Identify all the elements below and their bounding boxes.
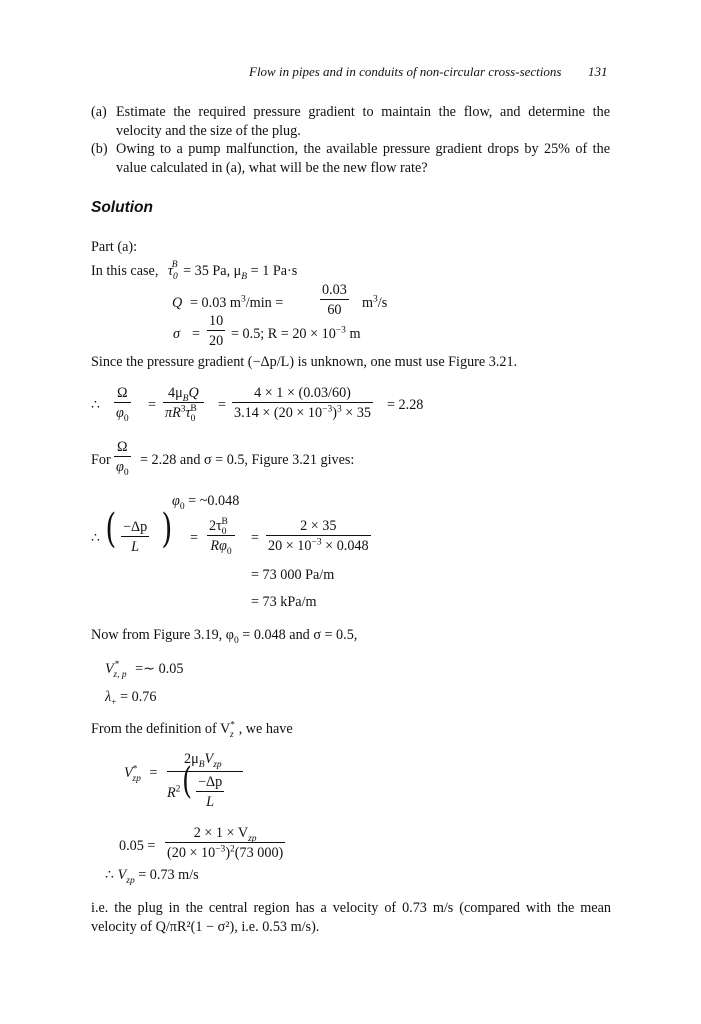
part-a-label: Part (a): — [91, 239, 138, 255]
sigma-rest — [231, 327, 361, 341]
pressure-mid-den: $R\varphi_0$ — [207, 535, 235, 553]
q-lhs-text2: /min = — [245, 295, 284, 311]
question-a — [91, 103, 611, 141]
givens-line: In this case, $\tau_0^B = 35$ Pa, $\mu_B = 1$ Pa·s — [91, 260, 298, 282]
pressure-lhs — [121, 520, 149, 554]
for-fraction — [114, 439, 131, 479]
vz-value: =∼ 0.05 — [135, 661, 184, 677]
q-unit: $m^3/s$ — [362, 294, 388, 311]
ratio-rhs — [232, 386, 373, 420]
running-title: Flow in pipes and in conduits of non-circular cross-sections — [249, 64, 562, 79]
ratio-lhs — [114, 385, 131, 425]
def-dp-fraction — [196, 775, 224, 809]
in-this-case: In this case, — [91, 263, 159, 279]
sigma-unit: m — [345, 326, 361, 342]
therefore-2: ∴ — [91, 530, 101, 546]
tau-value: = 35 Pa, μ — [183, 263, 242, 279]
phi0-value: = ~0.048 — [188, 493, 240, 509]
for-rest: = 2.28 and σ = 0.5, Figure 3.21 gives: — [140, 452, 355, 468]
ratio-rhs-den: $3.14 \times (20 \times 10^{-3})^3 \times 35$ — [232, 402, 373, 420]
def-frac-line — [167, 771, 243, 772]
pressure-mid — [207, 517, 235, 558]
vzp-result: = 0.73 m/s — [138, 867, 199, 883]
sigma-exp: −3 — [335, 325, 346, 336]
tau-symbol: $\tau_0^B$ — [167, 260, 178, 282]
lambda-value: = 0.76 — [120, 689, 157, 705]
q-lhs-text: = 0.03 m — [190, 295, 241, 311]
def-dp: −Δp — [196, 775, 224, 792]
pressure-rhs-den: $20 \times 10^{-3} \times 0.048$ — [266, 535, 371, 553]
solution-heading: Solution — [91, 199, 153, 216]
question-b — [91, 140, 611, 178]
ratio-mid-den: $\pi R^3\tau_0^B$ — [163, 402, 204, 420]
num-eq-fraction — [165, 826, 285, 860]
eq-sign: = — [251, 530, 260, 546]
omega: Ω — [117, 385, 128, 401]
q-unit-text2: /s — [377, 295, 388, 311]
eq-sign: = — [148, 397, 157, 413]
for-prefix: For — [91, 452, 111, 468]
question-label: (b) — [91, 141, 108, 157]
def-L: L — [206, 794, 215, 811]
q-equation: = 0.03 $m^3/\min$ = — [190, 294, 284, 311]
pressure-rhs-num: 2 × 35 — [300, 518, 337, 534]
right-paren: ) — [161, 506, 173, 552]
sigma-eq: = — [192, 326, 201, 342]
left-paren: ( — [105, 506, 117, 552]
num-eq-lhs: 0.05 = — [119, 838, 156, 854]
num-eq-num: $2 \times 1 \times V_{zp}$ — [193, 825, 257, 844]
omega: Ω — [117, 439, 128, 455]
ratio-result: = 2.28 — [387, 397, 424, 413]
vz-line: $V^*_{z, p}$ =∼ 0.05 — [105, 660, 184, 680]
q-unit-text: m — [362, 295, 374, 311]
sigma-rest-text: = 0.5; R = 20 × 10 — [231, 326, 336, 342]
sentence-definition: From the definition of $V^*_z$ , we have — [91, 720, 293, 740]
eq-sign: = — [190, 530, 199, 546]
sentence-pressure-unknown: Since the pressure gradient (−Δp/L) is unknown, one must use Figure 3.21. — [91, 354, 518, 370]
sigma-num: 10 — [209, 313, 224, 329]
question-label: (a) — [91, 104, 107, 120]
q-lhs: Q — [172, 295, 183, 311]
L: L — [131, 539, 140, 556]
ratio-rhs-num: 4 × 1 × (0.03/60) — [254, 385, 351, 401]
def-den-r: $R^2$ — [167, 784, 181, 801]
def-num: $2\mu_BV_{zp}$ — [184, 751, 222, 770]
phi0: $\varphi_0$ — [114, 402, 131, 420]
phi0-line: $\varphi_0$ = ~0.048 — [172, 493, 240, 512]
pressure-mid-num: $2\tau_0^B$ — [209, 517, 228, 537]
neg-dp: −Δp — [121, 520, 149, 537]
ratio-mid — [163, 385, 204, 425]
num-eq-den: $(20 \times 10^{-3})^2(73$ 000) — [165, 842, 285, 860]
page-number: 131 — [588, 64, 608, 79]
pressure-line2: = 73 000 Pa/m — [251, 567, 335, 583]
q-num: 0.03 — [322, 282, 347, 298]
ratio-mid-num: $4\mu_BQ$ — [167, 385, 199, 404]
sentence-figure-319: Now from Figure 3.19, $\varphi_0 = 0.048$ and σ = 0.5, — [91, 627, 358, 646]
sigma-fraction — [207, 314, 225, 348]
def-left-paren: ( — [182, 761, 192, 802]
question-text: Estimate the required pressure gradient to maintain the flow, and determine the velocity and the size of the plug. — [116, 104, 610, 139]
mu-value: = 1 Pa·s — [250, 263, 298, 279]
pressure-line3: = 73 kPa/m — [251, 594, 317, 610]
eq-sign: = — [218, 397, 227, 413]
question-text: Owing to a pump malfunction, the available pressure gradient drops by 25% of the value calculated in (a), what will be the new flow rate? — [116, 141, 610, 176]
q-fraction — [320, 283, 349, 317]
vzp-star: $V^*_{zp}$ = — [124, 764, 158, 784]
q-den: 60 — [320, 299, 349, 317]
running-header — [249, 65, 561, 78]
sigma-symbol: σ — [173, 326, 180, 342]
sigma-den: 20 — [207, 330, 225, 348]
closing-paragraph: i.e. the plug in the central region has a velocity of 0.73 m/s (compared with the mean velocity of Q/πR²(1 − σ²), i.e. 0.53 m/s). — [91, 900, 611, 935]
therefore-1: ∴ — [91, 397, 101, 413]
phi0: $\varphi_0$ — [114, 456, 131, 474]
lambda-line: $\lambda_+ = 0.76$ — [105, 689, 157, 708]
pressure-rhs — [266, 519, 371, 553]
vzp-result-line: ∴ $V_{zp} = 0.73$ m/s — [105, 867, 199, 886]
